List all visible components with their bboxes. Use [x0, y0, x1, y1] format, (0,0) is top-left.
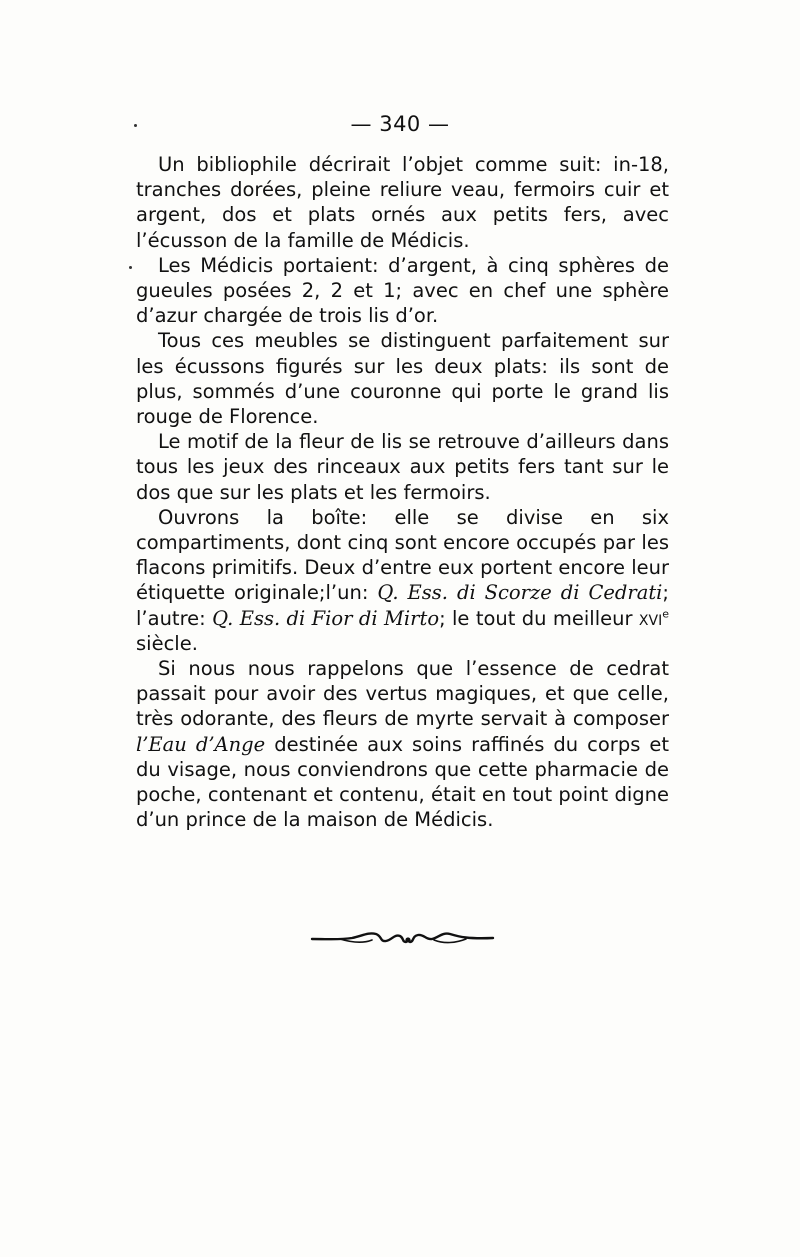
label-citation-1: Q. Ess. di Scorze di Cedrati — [377, 581, 663, 605]
paragraph-5-text: ; l’autre: — [136, 581, 669, 630]
paragraph-3 — [136, 328, 669, 429]
print-speck — [134, 124, 137, 127]
paragraph-6 — [136, 656, 669, 832]
eau-dange-title: l’Eau d’Ange — [136, 732, 266, 756]
tailpiece-ornament-icon — [310, 926, 495, 952]
body-text — [136, 152, 669, 832]
label-citation-2: Q. Ess. di Fior di Mirto — [212, 606, 440, 630]
paragraph-2-text: Les Médicis portaient: d’argent, à cinq sphères de gueules posées 2, 2 et 1; avec en chef une sphère d’azur chargée de trois lis d’or. — [136, 253, 669, 328]
paragraph-2 — [136, 253, 669, 329]
paragraph-5-text: Ouvrons la boîte: elle se divise en six compartiments, dont cinq sont encore occupés par les flacons primitifs. Deux d’entre eux portent encore leur étiquette originale;l’un: — [136, 505, 669, 605]
paragraph-1 — [136, 152, 669, 253]
paragraph-1-text: Un bibliophile décrirait l’objet comme suit: in-18, tranches dorées, pleine reliure veau, fermoirs cuir et argent, dos et plats ornés aux petits fers, avec l’écusson de la famille de Médicis. — [136, 153, 669, 252]
ordinal-suffix: e — [662, 607, 669, 621]
paragraph-5-text: siècle. — [136, 631, 198, 655]
paragraph-4-text: Le motif de la fleur de lis se retrouve d’ailleurs dans tous les jeux des rinceaux aux petits fers tant sur le dos que sur les plats et les fermoirs. — [136, 430, 669, 504]
century-numeral: xvi — [638, 606, 663, 630]
paragraph-5-text: ; le tout du meilleur — [439, 606, 639, 630]
paragraph-3-text: Tous ces meubles se distinguent parfaitement sur les écussons figurés sur les deux plats: ils sont de plus, sommés d’une couronne qui porte le grand lis rouge de Florence. — [136, 329, 669, 429]
paragraph-5 — [136, 505, 669, 656]
paragraph-4 — [136, 429, 669, 505]
paragraph-6-text: Si nous nous rappelons que l’essence de cedrat passait pour avoir des vertus magiques, et que celle, très odorante, des fleurs de myrte servait à composer — [136, 657, 669, 731]
paragraph-6-text: destinée aux soins raffinés du corps et du visage, nous conviendrons que cette pharmacie de poche, contenant et contenu, était en tout point digne d’un prince de la maison de Médicis. — [136, 732, 669, 832]
print-speck — [129, 266, 132, 269]
page-number: — 340 — — [350, 112, 450, 136]
